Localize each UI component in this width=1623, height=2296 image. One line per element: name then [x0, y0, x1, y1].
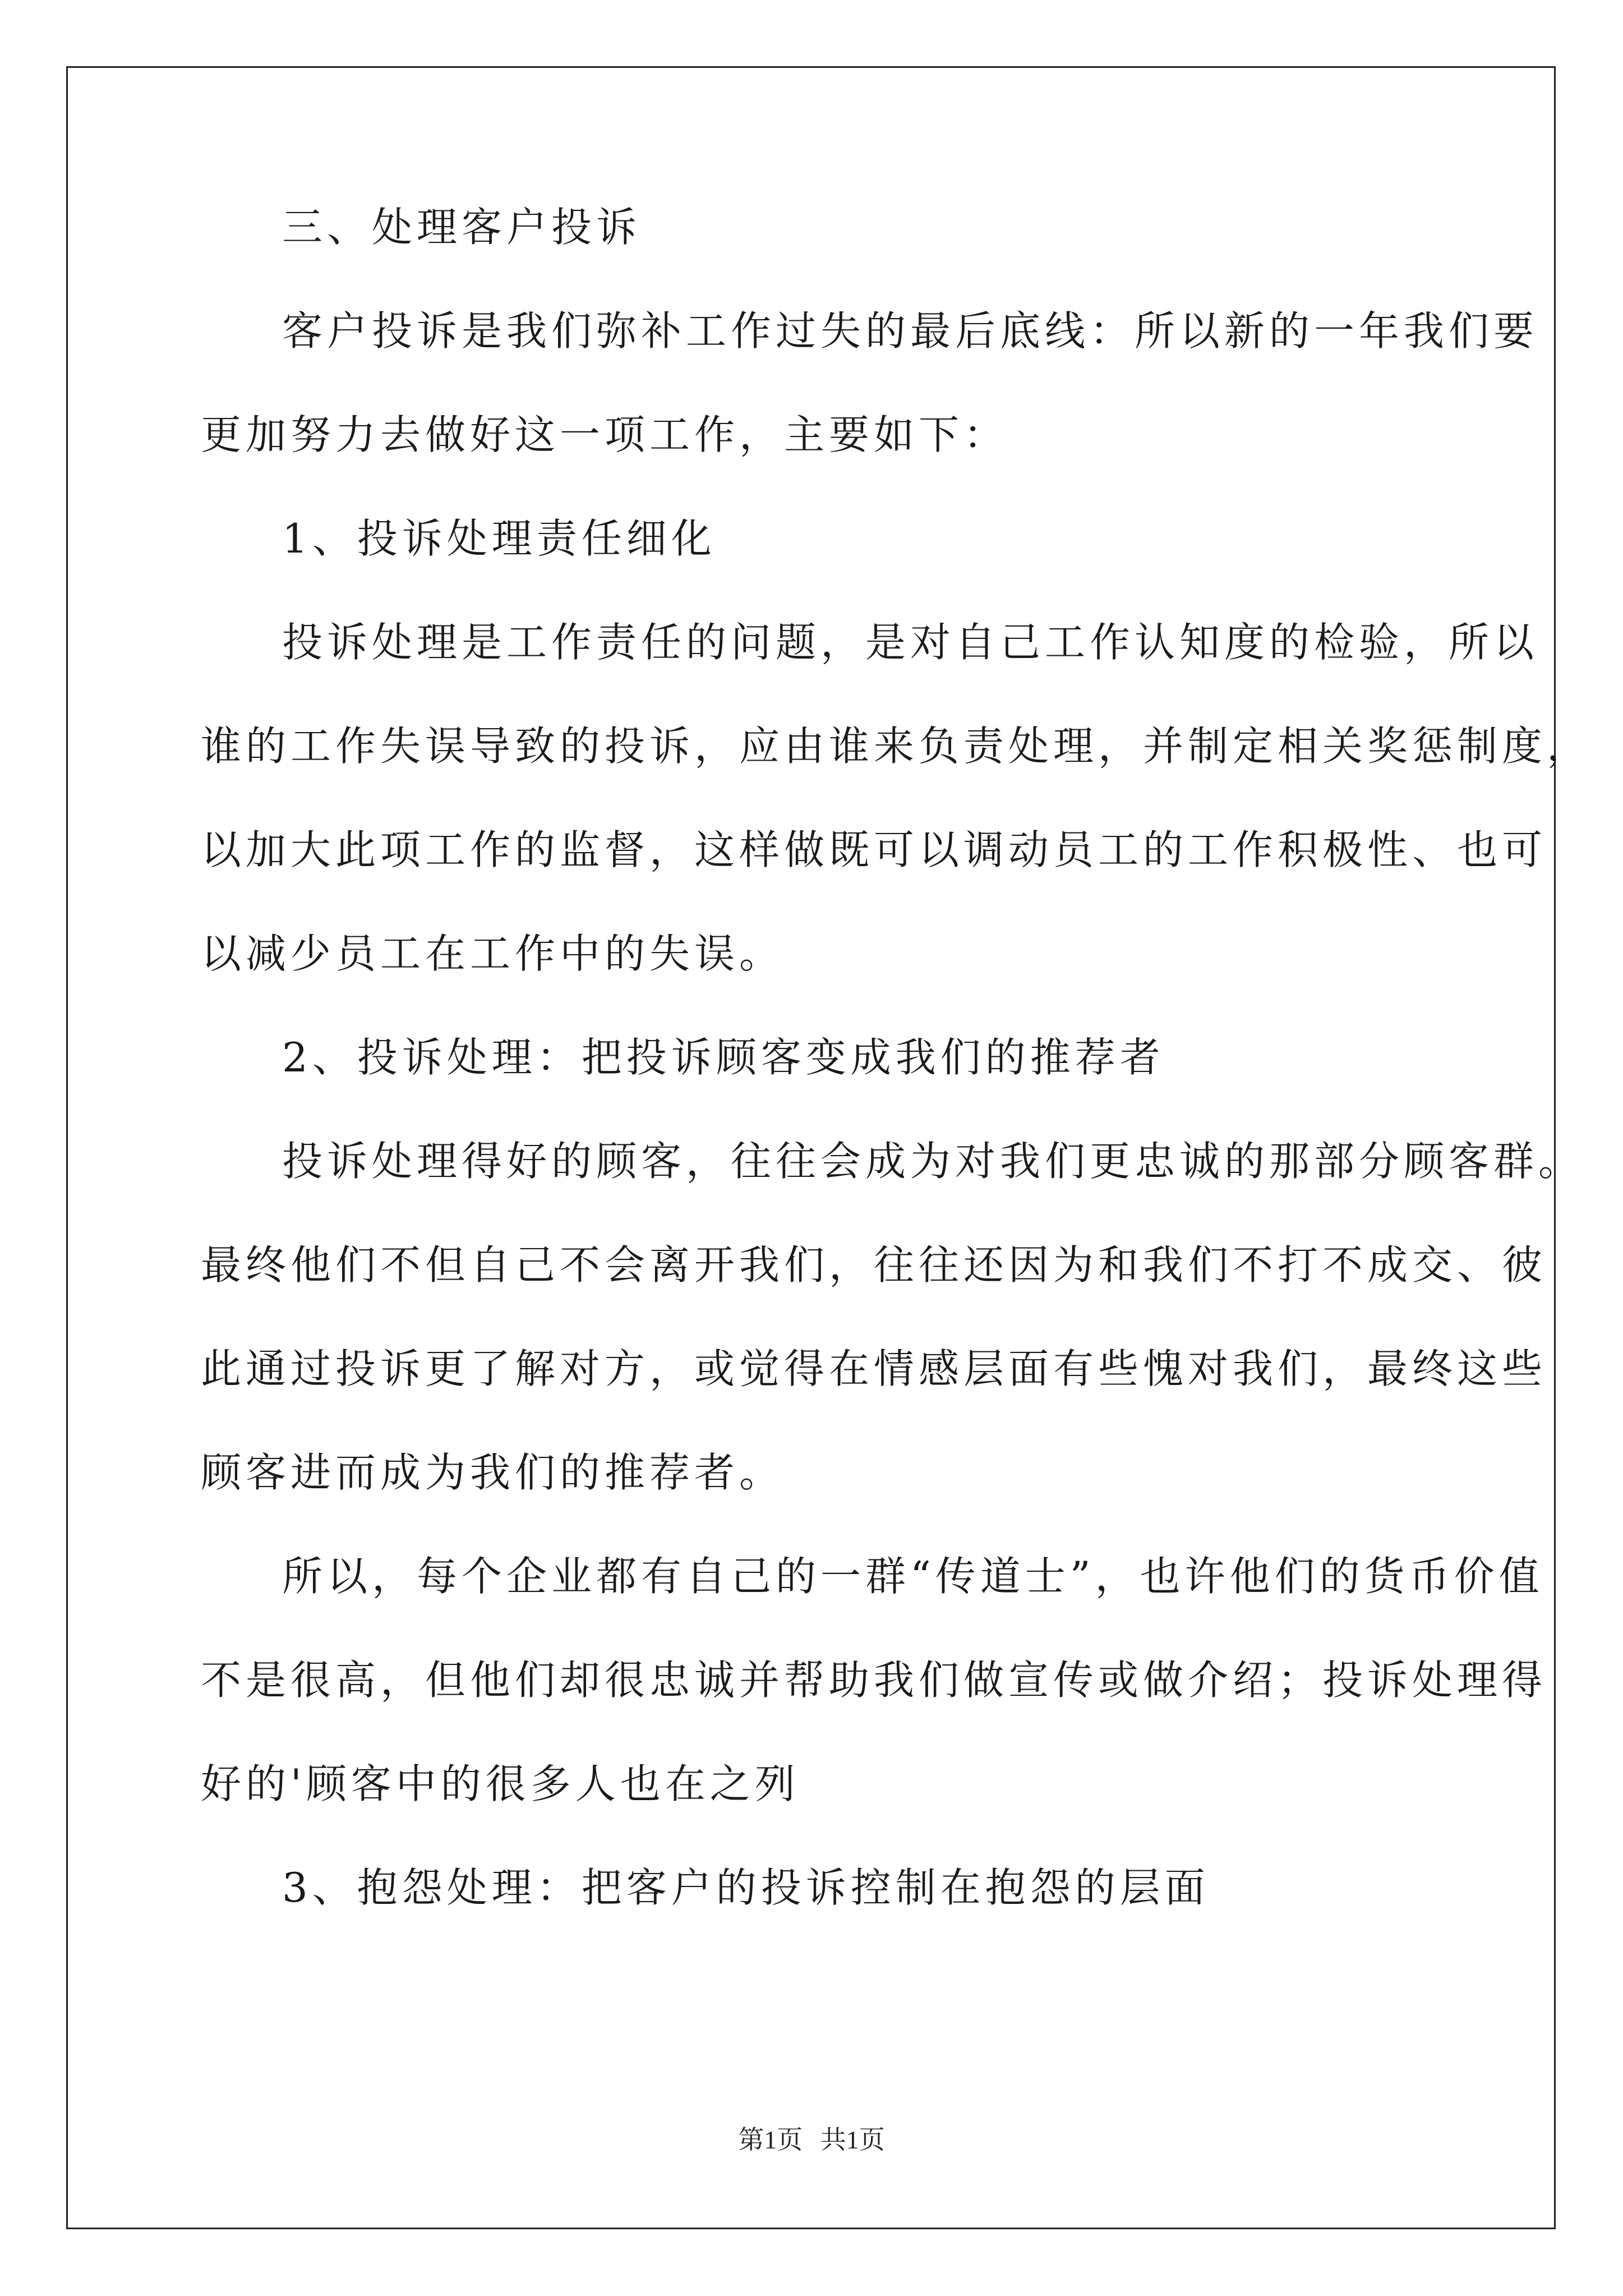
- subheading-2: 2、投诉处理：把投诉顾客变成我们的推荐者: [282, 1034, 1165, 1081]
- paragraph-line: 更加努力去做好这一项工作，主要如下：: [201, 411, 1009, 458]
- subheading-3: 3、抱怨处理：把客户的投诉控制在抱怨的层面: [282, 1864, 1210, 1911]
- paragraph-line: 此通过投诉更了解对方，或觉得在情感层面有些愧对我们，最终这些: [201, 1345, 1547, 1392]
- page-total: 共1页: [820, 2125, 885, 2154]
- section-heading: 三、处理客户投诉: [282, 204, 642, 251]
- paragraph-line: 顾客进而成为我们的推荐者。: [201, 1449, 785, 1496]
- paragraph-line: 以加大此项工作的监督，这样做既可以调动员工的工作积极性、也可: [201, 826, 1547, 873]
- page-footer: [0, 2123, 1623, 2157]
- paragraph-line: 所以，每个企业都有自己的一群“传道士”，也许他们的货币价值: [282, 1553, 1544, 1600]
- paragraph-line: 以减少员工在工作中的失误。: [201, 930, 785, 977]
- paragraph-line: 最终他们不但自己不会离开我们，往往还因为和我们不打不成交、彼: [201, 1241, 1547, 1289]
- paragraph-line: 谁的工作失误导致的投诉，应由谁来负责处理，并制定相关奖惩制度，: [201, 723, 1592, 770]
- page-number: 第1页: [738, 2125, 803, 2154]
- paragraph-line: 好的'顾客中的很多人也在之列: [201, 1760, 800, 1807]
- paragraph-line: 不是很高，但他们却很忠诚并帮助我们做宣传或做介绍；投诉处理得: [201, 1657, 1547, 1704]
- paragraph-line: 客户投诉是我们弥补工作过失的最后底线：所以新的一年我们要: [282, 307, 1539, 355]
- paragraph-line: 投诉处理得好的顾客，往往会成为对我们更忠诚的那部分顾客群。: [282, 1138, 1584, 1185]
- paragraph-line: 投诉处理是工作责任的问题，是对自己工作认知度的检验，所以: [282, 619, 1539, 666]
- subheading-1: 1、投诉处理责任细化: [282, 515, 716, 562]
